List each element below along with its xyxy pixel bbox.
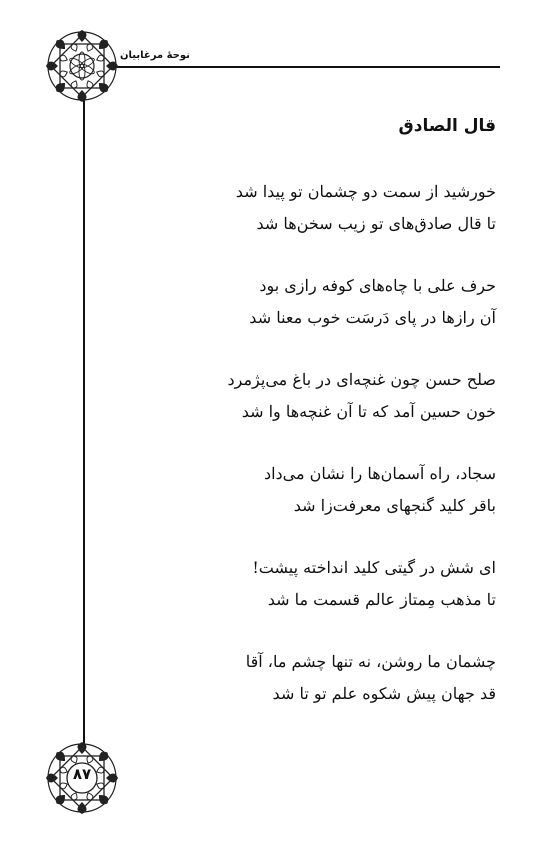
verse-line: سجاد، راه آسمان‌ها را نشان می‌داد — [263, 464, 496, 483]
verse-line: صلح حسن چون غنچه‌ای در باغ می‌پژمرد — [227, 370, 496, 389]
poem-title: قال الصادق — [398, 116, 496, 136]
stanza — [116, 552, 496, 616]
stanza — [116, 458, 496, 522]
stanza — [116, 270, 496, 334]
verse-line: حرف علی با چاه‌های کوفه رازی بود — [259, 276, 496, 295]
verse-line: تا مذهب مِمتاز عالم قسمت ما شد — [267, 590, 496, 609]
verse-line: باقر کلید گنجهای معرفت‌زا شد — [293, 496, 496, 515]
poem-body — [116, 112, 496, 740]
stanza — [116, 646, 496, 710]
arabesque-ornament-icon — [44, 28, 120, 104]
verse-line: ای شش در گیتی کلید انداخته پیشت! — [252, 558, 496, 577]
margin-rule — [83, 68, 85, 776]
verse-line: آن رازها در پای دَرسَت خوب معنا شد — [249, 308, 496, 327]
verse-line: خورشید از سمت دو چشمان تو پیدا شد — [235, 182, 496, 201]
verse-line: تا قال صادق‌های تو زیب سخن‌ها شد — [256, 214, 496, 233]
header-rule — [82, 66, 500, 68]
page-number: ۸۷ — [72, 765, 92, 783]
verse-line: قد جهان پیش شکوه علم تو تا شد — [272, 684, 496, 703]
running-head: نوحهٔ مرغابیان — [120, 50, 190, 61]
stanza — [116, 176, 496, 240]
verse-line: چشمان ما روشن، نه تنها چشم ما، آقا — [245, 652, 496, 671]
verse-line: خون حسین آمد که تا آن غنچه‌ها وا شد — [241, 402, 496, 421]
stanza — [116, 364, 496, 428]
